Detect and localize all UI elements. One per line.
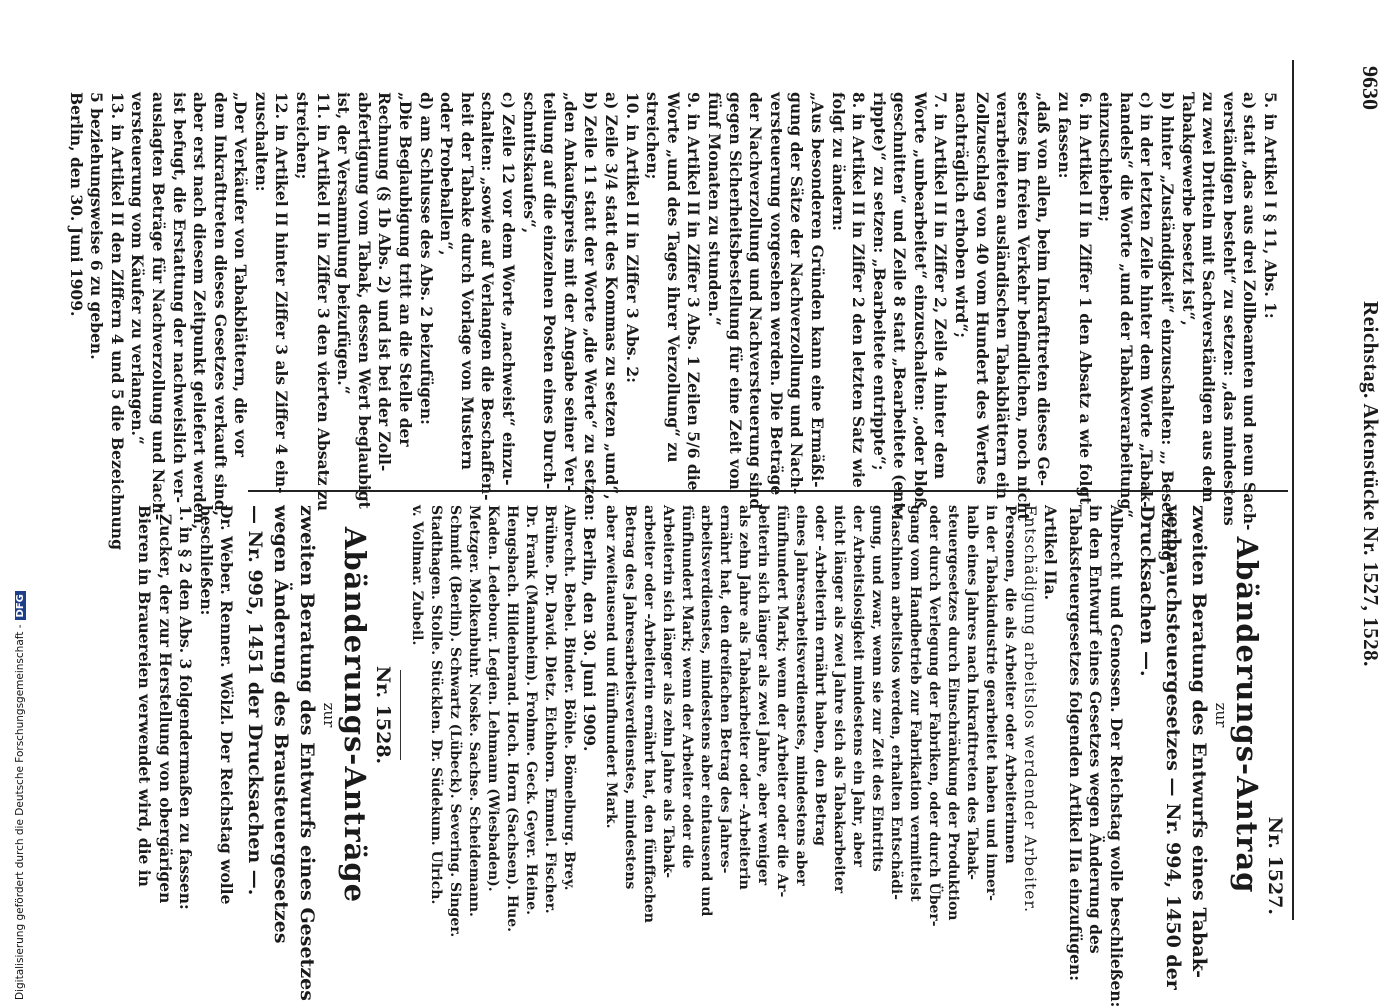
text-line: „Die Beglaubigung tritt an die Stelle der: [396, 92, 416, 447]
signer-line: Metzger. Molkenbuhr. Noske. Sachse. Scheidemann.: [466, 505, 483, 917]
intro-line: Dr. Weber. Renner. Wölzl. Der Reichstag wolle: [217, 505, 237, 905]
signer-line: Albrecht. Bebel. Binder. Böhle. Bömelburg. Brey.: [561, 505, 578, 891]
intro-line: „Zucker, der zur Herstellung von obergärigen: [155, 505, 175, 904]
subtitle-line: wegen Änderung des Brausteuergesetzes: [270, 505, 293, 944]
body-line: halb eines Jahres nach Inkrafttreten des Tabak-: [964, 505, 981, 880]
text-line: Rechnung (§ 1b Abs. 2) und ist bei der Zoll-: [375, 92, 395, 472]
subtitle-1527: [1134, 505, 1212, 990]
text-line: c) in der letzten Zeile hinter dem Worte „Tabak-: [1137, 92, 1157, 508]
body-line: gang vom Handbetrieb zur Fabrikation vermittelst: [907, 505, 924, 902]
text-line: nachträglich erhoben wird“;: [952, 92, 972, 338]
signer-line: Kaden. Ledebour. Legien. Lehmann (Wiesbaden).: [485, 505, 502, 892]
body-line: gung, und zwar, wenn sie zur Zeit des Eintritts: [869, 505, 886, 872]
text-line: „Der Verkäufer von Tabakblättern, die vor: [231, 92, 251, 457]
text-line: 7. in Artikel II in Ziffer 2, Zeile 4 hinter dem: [931, 92, 951, 480]
header-rule: [1292, 60, 1294, 920]
article-title: Artikel IIa.: [1041, 505, 1061, 601]
article-subtitle: Entschädigung arbeitslos werdender Arbeiter.: [1020, 505, 1039, 914]
body-line: oder -Arbeiterin ernährt haben, den Betrag: [812, 505, 829, 846]
footer: [14, 591, 26, 1000]
text-line: einzuschieben;: [1096, 92, 1116, 222]
body-line: arbeiter oder -Arbeiterin ernährt hat, den fünffachen: [641, 505, 658, 923]
subtitle-line: Drucksachen —.: [1136, 505, 1158, 677]
text-line: gung der Sätze der Nachverzollung und Nach-: [787, 92, 807, 495]
zur-1: zur: [1212, 702, 1230, 728]
text-line: rippte)“ zu setzen: „Bearbeitete entrippte“;: [869, 92, 889, 471]
text-line: verarbeiteten ausländischen Tabakblättern ein: [993, 92, 1013, 499]
text-line: 5 beziehungsweise 6 zu geben.: [87, 92, 107, 360]
intro-1527: [1064, 505, 1126, 1007]
signers: [407, 505, 578, 938]
text-line: Worte „unbearbeitet“ einzuschalten: „oder bloß: [910, 92, 930, 509]
text-line: 11. in Artikel II in Ziffer 3 den vierten Absatz zu: [313, 92, 333, 512]
body-line: fünfhundert Mark; wenn der Arbeiter oder die Ar-: [774, 505, 791, 898]
body-line: Personen, die als Arbeiter oder Arbeiterinnen: [1002, 505, 1019, 864]
nr-1527: Nr. 1527.: [1264, 816, 1286, 915]
text-line: zuschalten:: [251, 92, 271, 192]
text-line: 12. in Artikel II hinter Ziffer 3 als Ziffer 4 ein-: [272, 92, 292, 494]
text-line: 9. in Artikel II in Ziffer 3 Abs. 1 Zeilen 5/6 die: [684, 92, 704, 491]
text-line: teilung auf die einzelnen Posten eines Durch-: [540, 92, 560, 490]
title-1528: Abänderungs-Anträge: [338, 526, 373, 904]
intro-1528: [133, 505, 236, 925]
text-line: verständigen besteht“ zu setzen: „das mindestens: [1219, 92, 1239, 526]
text-line: c) Zeile 12 vor dem Worte „nachweist“ einzu-: [499, 92, 519, 486]
right-column: [133, 505, 1286, 1007]
text-line: d) am Schlusse des Abs. 2 beizufügen:: [416, 92, 436, 425]
text-line: ist, der Versammlung beizufügen.“: [334, 92, 354, 395]
text-line: Worte „und des Tages ihrer Verzollung“ zu: [663, 92, 683, 463]
text-line: „den Ankaufspreis mit der Angabe seiner Ver-: [560, 92, 580, 492]
signer-line: Stadthagen. Stolle. Stücklen. Dr. Südekum. Ulrich.: [428, 505, 445, 905]
text-line: setzes im freien Verkehr befindlichen, noch nicht: [1013, 92, 1033, 521]
text-line: zu zwei Dritteln mit Sachverständigen aus dem: [1199, 92, 1219, 503]
subtitle-line: zweiten Beratung des Entwurfs eines Tabak-: [1188, 505, 1210, 978]
text-line: der Nachverzollung und Nachversteuerung sind: [746, 92, 766, 510]
intro-line: Tabaksteuergesetzes folgenden Artikel IIa einzufügen:: [1065, 505, 1085, 982]
subtitle-line: — Nr. 995, 1451 der Drucksachen —.: [244, 505, 267, 896]
subtitle-1528: [242, 505, 320, 1001]
text-line: streichen;: [293, 92, 313, 180]
text-line: a) Zeile 3/4 statt des Kommas zu setzen „und“,: [602, 92, 621, 500]
title-1527: Abänderungs-Antrag: [1230, 536, 1264, 894]
text-line: gegen Sicherheitsbestellung für eine Zeit von: [725, 92, 745, 490]
body-line: Arbeiterin sich länger als zehn Jahre als Tabak-: [660, 505, 677, 879]
body-line: eines Jahresarbeitsverdienstes, mindestens aber: [793, 505, 810, 886]
text-line: dem Inkrafttreten dieses Gesetzes verkauft sind,: [210, 92, 230, 517]
text-line: oder Probeballen“,: [437, 92, 457, 256]
text-line: 13. in Artikel II den Ziffern 4 und 5 die Bezeichnung: [107, 92, 127, 550]
text-line: 6. in Artikel II in Ziffer 1 den Absatz a wie folgt: [1075, 92, 1095, 505]
body-line: nicht länger als zwei Jahre sich als Tabakarbeiter: [831, 505, 848, 894]
body-line: oder durch Verlegung der Fabriken, oder durch Über-: [926, 505, 943, 927]
text-line: fünf Monaten zu stunden.“: [704, 92, 724, 326]
text-line: handels“ die Worte „und der Tabakverarbeitung“: [1116, 92, 1136, 519]
subtitle-line: zweiten Beratung des Entwurfs eines Gesetzes: [296, 505, 319, 1001]
text-line: streichen;: [643, 92, 663, 180]
signer-line: v. Vollmar. Zubeil.: [409, 505, 426, 646]
text-line: aber erst nach diesem Zeitpunkt geliefert werden,: [190, 92, 210, 530]
page-number: 9630: [1358, 66, 1383, 110]
body-line: Maschinen arbeitslos werden, erhalten Entschädi-: [888, 505, 905, 900]
text-line: Zollzuschlag von 40 vom Hundert des Wertes: [972, 92, 992, 485]
text-line: Berlin, den 30. Juni 1909.: [66, 92, 86, 317]
body-line: Betrag des Jahresarbeitsverdienstes, mindestens: [622, 505, 639, 890]
article-body: [601, 505, 1019, 925]
text-line: schalten: „sowie auf Verlangen die Beschaffen-: [478, 92, 498, 501]
body-line: als zehn Jahre als Tabakarbeiter oder -Arbeiterin: [736, 505, 753, 890]
text-line: 10. in Artikel II in Ziffer 3 Abs. 2:: [622, 92, 642, 383]
body-line: in der Tabakindustrie gearbeitet haben und inner-: [983, 505, 1000, 901]
text-line: geschnitten“ und Zeile 8 statt „Bearbeitete (ent-: [890, 92, 910, 517]
body-line: der Arbeitslosigkeit mindestens ein Jahr, aber: [850, 505, 867, 868]
intro-line: Albrecht und Genossen. Der Reichstag wolle beschließen:: [1107, 505, 1126, 1007]
intro-line: 1. in § 2 den Abs. 3 folgendermaßen zu fassen:: [176, 505, 196, 910]
text-line: versteuerung vorgesehen werden. Die Beträge: [766, 92, 786, 496]
dfg-logo: DFG: [15, 591, 26, 620]
text-line: auslagten Beträge für Nachverzollung und Nach-: [148, 92, 168, 521]
text-line: folgt zu ändern:: [828, 92, 848, 231]
text-line: heit der Tabake durch Vorlage von Mustern: [457, 92, 477, 470]
intro-line: in den Entwurf eines Gesetzes wegen Änderung des: [1086, 505, 1106, 954]
intro-line: Bieren in Brauereien verwendet wird, die in: [135, 505, 155, 887]
subtitle-line: verbrauchsteuergesetzes — Nr. 994, 1450 der: [1162, 505, 1184, 990]
footer-text: Digitalisierung gefördert durch die Deutsche Forschungsgemeinschaft -: [14, 624, 26, 1000]
text-line: versteuerung vom Käufer zu verlangen.“: [128, 92, 148, 445]
text-line: 5. in Artikel I § 11, Abs. 1:: [1261, 92, 1280, 319]
running-title: Reichstag. Aktenstücke Nr. 1527, 1528.: [1359, 301, 1383, 667]
signer-line: Hengsbach. Hildenbrand. Hoch. Horn (Sachsen). Hue.: [504, 505, 521, 933]
signer-line: Schmidt (Berlin). Schwartz (Lübeck). Severing. Singer.: [447, 505, 464, 938]
separator: [400, 670, 401, 760]
body-line: fünfhundert Mark; wenn der Arbeiter oder die: [679, 505, 696, 869]
text-line: ist befugt, die Erstattung der nachweislich ver-: [169, 92, 189, 504]
text-line: Tabakgewerbe besetzt ist“,: [1178, 92, 1198, 326]
text-line: a) statt „das aus drei Zollbeamten und neun Sach-: [1240, 92, 1260, 531]
body-line: ernährt hat, den dreifachen Betrag des Jahres-: [717, 505, 734, 874]
body-line: arbeitsverdienstes, mindestens aber eintausend und: [698, 505, 715, 917]
date-1527: Berlin, den 30. Juni 1909.: [580, 527, 600, 752]
zur-2: zur: [320, 702, 339, 728]
text-line: abfertigung vom Tabak, dessen Wert beglaubigt: [354, 92, 374, 509]
signer-line: Brühne. Dr. David. Dietz. Eichhorn. Emmel. Fischer.: [542, 505, 559, 914]
signer-line: Dr. Frank (Mannheim). Frohme. Geck. Geyer. Heine.: [523, 505, 540, 916]
body-line: beiterin sich länger als zwei Jahre, aber weniger: [755, 505, 772, 886]
text-line: schnittskaufes“,: [519, 92, 539, 234]
intro-line: beschließen:: [196, 505, 216, 616]
body-line: aber zweitausend und fünfhundert Mark.: [603, 505, 620, 829]
text-line: „Aus besonderen Gründen kann eine Ermäßi-: [807, 92, 827, 488]
text-line: b) hinter „Zuständigkeit“ einzuschalten: „, Besetzung“,: [1158, 92, 1178, 576]
text-line: zu fassen:: [1055, 92, 1075, 179]
body-line: steuergesetzes durch Einschränkung der Produktion: [945, 505, 962, 921]
text-line: 8. in Artikel II in Ziffer 2 den letzten Satz wie: [849, 92, 869, 488]
text-line: „daß von allen, beim Inkrafttreten dieses Ge-: [1034, 92, 1054, 487]
text-line: b) Zeile 11 statt der Worte „die Werte“ zu setzen:: [581, 92, 601, 521]
nr-1528: Nr. 1528.: [372, 665, 395, 765]
